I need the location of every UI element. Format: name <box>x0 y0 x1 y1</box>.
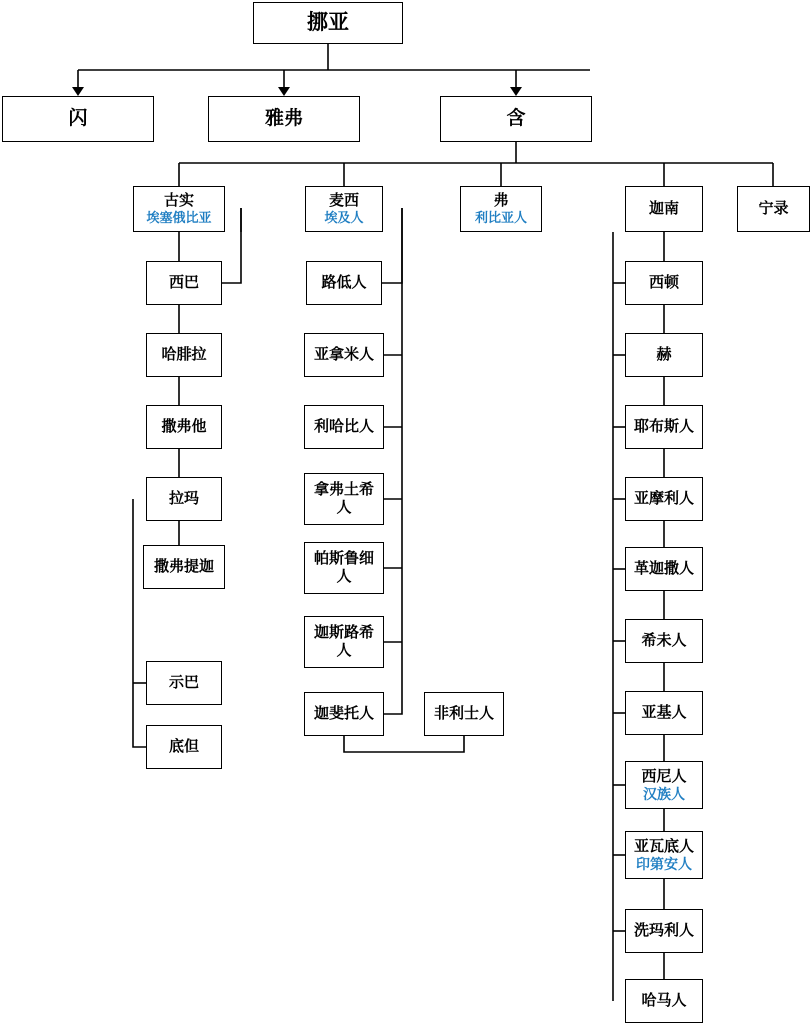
node-naphtuhim[interactable] <box>304 473 384 525</box>
node-nimrod[interactable] <box>737 186 810 232</box>
node-sabtah[interactable] <box>146 405 222 449</box>
node-label-primary: 亚基人 <box>641 704 687 722</box>
node-label-primary: 亚拿米人 <box>313 346 374 364</box>
arrow-head-2 <box>510 87 522 96</box>
node-label-primary: 迦斯路希人 <box>313 624 374 659</box>
node-label-secondary: 埃塞俄比亚 <box>146 210 212 226</box>
node-label-primary: 洗玛利人 <box>633 922 694 940</box>
node-label-primary: 耶布斯人 <box>633 418 694 436</box>
node-sinite[interactable] <box>625 761 703 809</box>
node-noah[interactable] <box>253 2 403 44</box>
node-label-primary: 亚摩利人 <box>633 490 694 508</box>
node-havilah[interactable] <box>146 333 222 377</box>
node-label-primary: 希未人 <box>641 632 687 650</box>
node-label-primary: 古实 <box>163 192 194 210</box>
node-japheth[interactable] <box>208 96 360 142</box>
node-label-primary: 路低人 <box>321 274 367 292</box>
node-label-primary: 赫 <box>656 346 672 364</box>
node-label-primary: 弗 <box>493 192 509 210</box>
arrow-head-0 <box>72 87 84 96</box>
node-pathrusim[interactable] <box>304 542 384 594</box>
node-philistines[interactable] <box>424 692 504 736</box>
node-shem[interactable] <box>2 96 154 142</box>
node-ludim[interactable] <box>306 261 382 305</box>
node-label-primary: 麦西 <box>328 192 359 210</box>
node-label-primary: 迦斐托人 <box>313 705 374 723</box>
node-label-secondary: 汉族人 <box>643 785 685 802</box>
node-arvadite[interactable] <box>625 831 703 879</box>
node-sabteca[interactable] <box>143 545 225 589</box>
node-label-primary: 西巴 <box>168 274 199 292</box>
node-label-secondary: 印第安人 <box>636 855 692 872</box>
node-label-secondary: 埃及人 <box>324 210 364 226</box>
node-label-primary: 宁录 <box>758 200 789 218</box>
node-label-primary: 拿弗土希人 <box>313 481 374 516</box>
node-amorite[interactable] <box>625 477 703 521</box>
node-sheba[interactable] <box>146 661 222 705</box>
node-label-primary: 帕斯鲁细人 <box>313 550 374 585</box>
node-label-primary: 挪亚 <box>307 10 349 34</box>
arrow-head-1 <box>278 87 290 96</box>
node-label-primary: 撒弗提迦 <box>153 558 214 576</box>
node-mizraim[interactable] <box>305 186 383 232</box>
node-dedan[interactable] <box>146 725 222 769</box>
node-label-primary: 革迦撒人 <box>633 560 694 578</box>
node-caphtorim[interactable] <box>304 692 384 736</box>
node-label-primary: 哈马人 <box>641 992 687 1010</box>
node-seba[interactable] <box>146 261 222 305</box>
node-label-primary: 示巴 <box>168 674 199 692</box>
node-ham[interactable] <box>440 96 592 142</box>
node-zemarite[interactable] <box>625 909 703 953</box>
node-heth[interactable] <box>625 333 703 377</box>
connector-path-20 <box>382 208 402 283</box>
node-label-primary: 西顿 <box>648 274 679 292</box>
node-label-primary: 雅弗 <box>264 107 303 129</box>
node-jebusite[interactable] <box>625 405 703 449</box>
node-label-primary: 底但 <box>168 738 199 756</box>
node-label-primary: 含 <box>506 107 526 129</box>
node-arkite[interactable] <box>625 691 703 735</box>
node-label-primary: 非利士人 <box>433 705 494 723</box>
node-label-secondary: 利比亚人 <box>474 210 527 226</box>
node-hamathite[interactable] <box>625 979 703 1023</box>
node-put[interactable] <box>460 186 542 232</box>
node-sidon[interactable] <box>625 261 703 305</box>
connector-path-18 <box>133 499 146 747</box>
node-label-primary: 亚瓦底人 <box>633 837 694 855</box>
node-label-primary: 撒弗他 <box>161 418 207 436</box>
node-raamah[interactable] <box>146 477 222 521</box>
connector-path-27 <box>344 736 464 752</box>
node-canaan[interactable] <box>625 186 703 232</box>
node-label-primary: 哈腓拉 <box>161 346 207 364</box>
node-label-primary: 闪 <box>68 107 88 129</box>
node-hivite[interactable] <box>625 619 703 663</box>
node-label-primary: 西尼人 <box>641 767 687 785</box>
node-label-primary: 迦南 <box>648 200 679 218</box>
node-label-primary: 拉玛 <box>168 490 199 508</box>
node-cush[interactable] <box>133 186 225 232</box>
node-girgashite[interactable] <box>625 547 703 591</box>
connector-path-21 <box>384 208 402 714</box>
node-casluhim[interactable] <box>304 616 384 668</box>
node-label-primary: 利哈比人 <box>313 418 374 436</box>
node-lehabim[interactable] <box>304 405 384 449</box>
node-anamim[interactable] <box>304 333 384 377</box>
